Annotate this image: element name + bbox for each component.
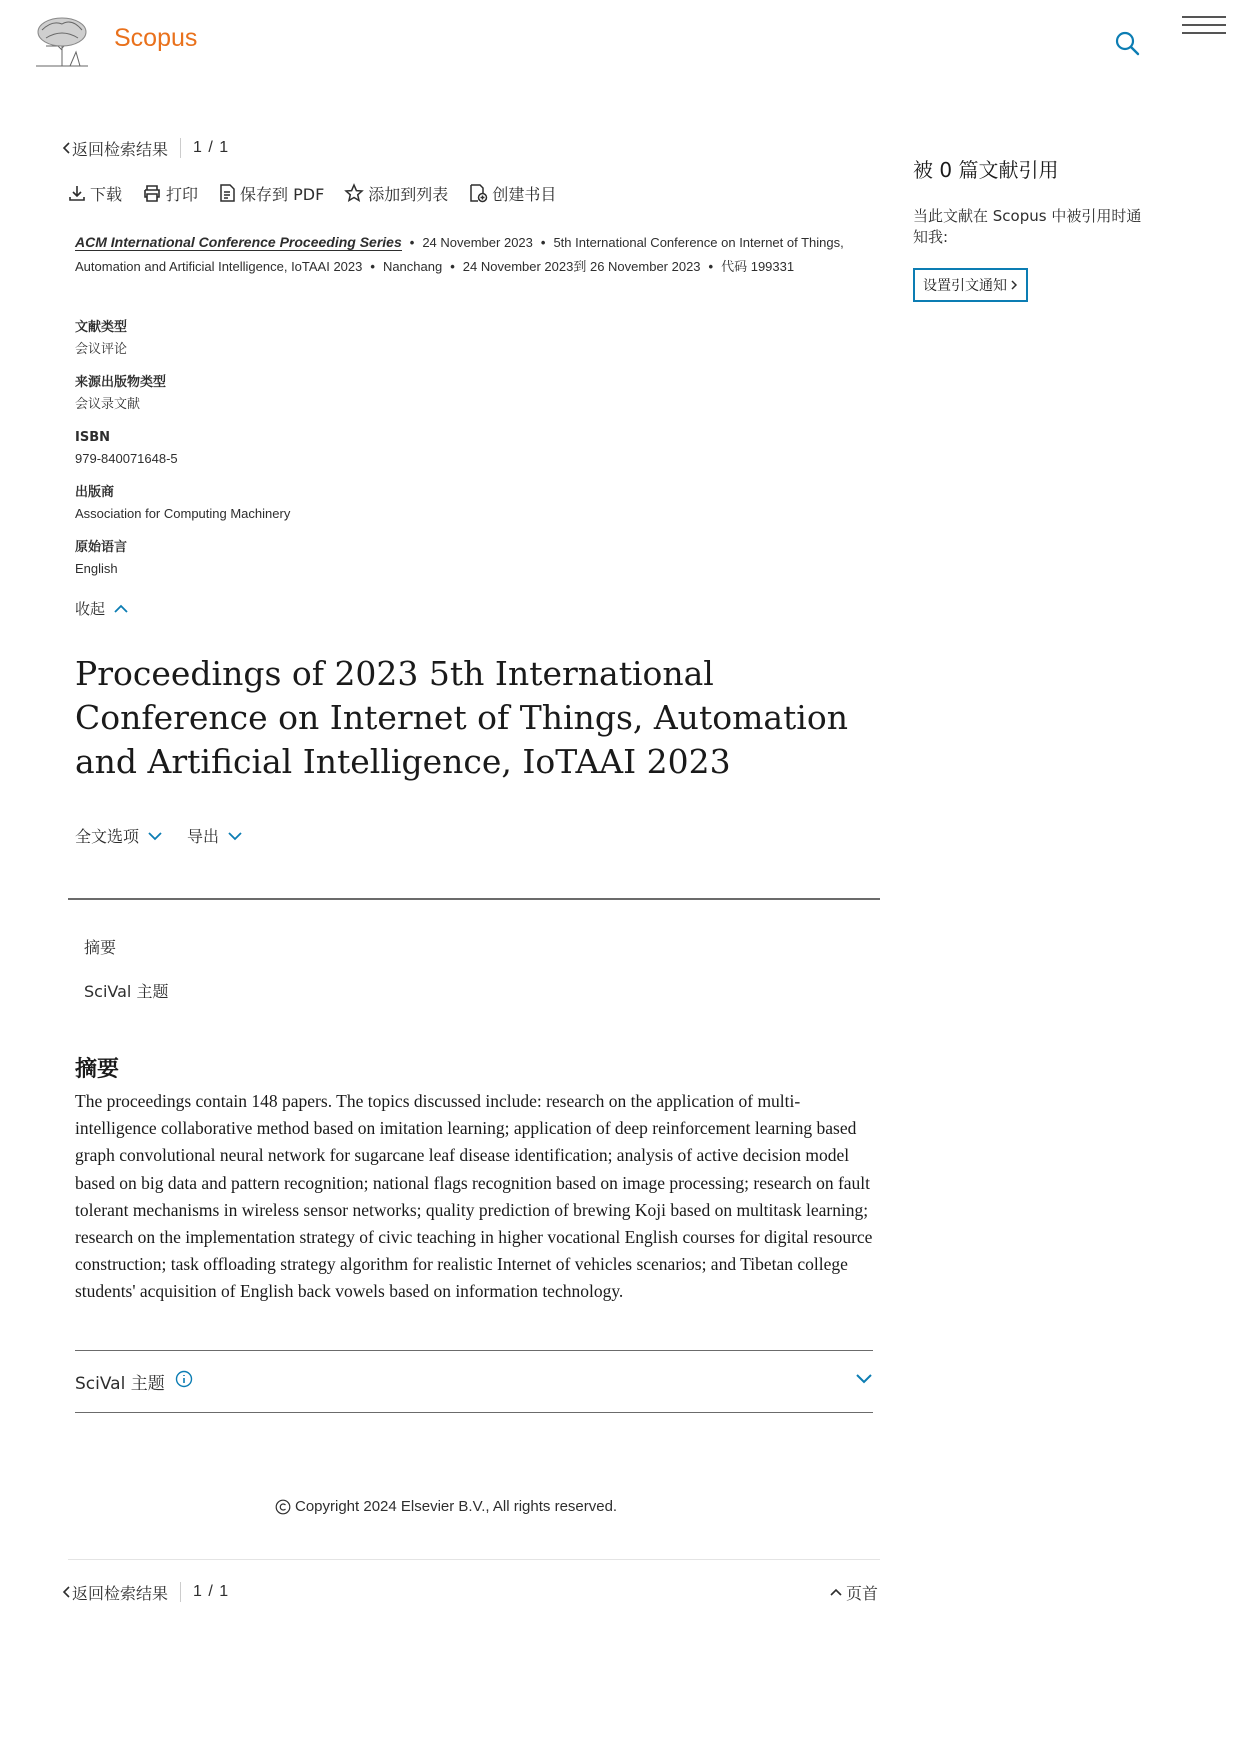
- export-label: 导出: [187, 827, 220, 846]
- create-bibliography-button[interactable]: [468, 182, 556, 205]
- chevron-down-icon: [147, 831, 163, 841]
- doc-type: [75, 318, 475, 360]
- create-bibliography-label: 创建书目: [492, 184, 557, 204]
- tab-scival[interactable]: SciVal 主题: [84, 982, 169, 1001]
- chevron-right-icon: [1010, 279, 1018, 291]
- publisher: [75, 483, 475, 525]
- isbn-value: 979-840071648-5: [75, 451, 178, 466]
- document-actions: [75, 824, 267, 847]
- scival-topics-accordion[interactable]: [75, 1350, 873, 1413]
- back-to-results-link[interactable]: [62, 137, 168, 160]
- series-link[interactable]: ACM International Conference Proceeding Series: [75, 234, 402, 250]
- document-metadata: [75, 318, 475, 593]
- add-to-list-button[interactable]: [344, 182, 448, 205]
- abstract-text: The proceedings contain 148 papers. The topics discussed include: research on the application of multi-intelligence collaborative method based on imitation learning; application of deep reinforcement learning based graph convolutional neural network for sugarcane leaf disease identification; analysis of active decision model based on big data and pattern recognition; national flags recognition based on image processing; research on fault tolerant mechanisms in wireless sensor networks; quality prediction of brewing Koji based on multitask learning; research on the implementation strategy of civic teaching in higher vocational English courses for digital resource construction; task offloading strategy algorithm for realistic Internet of vehicles scenarios; and Tibetan college students' acquisition of English back vowels based on information technology.: [75, 1091, 873, 1302]
- separator: [180, 1582, 181, 1602]
- collapse-button[interactable]: [75, 598, 129, 619]
- document-toolbar: [68, 180, 576, 206]
- save-pdf-label: 保存到 PDF: [240, 184, 325, 204]
- chevron-down-icon: [855, 1373, 873, 1385]
- publisher-label: 出版商: [75, 485, 115, 500]
- print-label: 打印: [166, 184, 199, 204]
- hamburger-menu-icon[interactable]: [1182, 16, 1226, 38]
- download-icon: [68, 184, 86, 202]
- bibliography-icon: [468, 183, 488, 203]
- info-icon[interactable]: [175, 1370, 193, 1388]
- full-text-options-label: 全文选项: [75, 827, 140, 846]
- page-indicator: 1 / 1: [193, 139, 230, 156]
- chevron-left-icon: [62, 1585, 72, 1599]
- full-text-options-dropdown[interactable]: [75, 824, 163, 847]
- chevron-up-icon: [113, 604, 129, 614]
- add-to-list-label: 添加到列表: [368, 184, 449, 204]
- language-value: English: [75, 561, 118, 576]
- set-citation-alert-label: 设置引文通知: [923, 278, 1007, 294]
- conference-dates: 24 November 2023到 26 November 2023: [462, 259, 701, 274]
- copyright-text: Copyright 2024 Elsevier B.V., All rights reserved.: [295, 1498, 618, 1515]
- breadcrumb: [62, 136, 229, 160]
- language: [75, 538, 475, 580]
- back-to-top-link[interactable]: [830, 1580, 878, 1604]
- footer-divider: [68, 1559, 880, 1560]
- section-divider: [68, 898, 880, 900]
- pdf-icon: [218, 183, 236, 203]
- copyright: [275, 1498, 617, 1515]
- publisher-value: Association for Computing Machinery: [75, 506, 291, 521]
- star-icon: [344, 183, 364, 203]
- set-citation-alert-button[interactable]: [913, 268, 1028, 302]
- page-title: Proceedings of 2023 5th International Conference on Internet of Things, Automation and Artificial Intelligence, IoTAAI 2023: [75, 654, 848, 781]
- scival-label: SciVal 主题: [75, 1374, 165, 1394]
- back-to-results-label: 返回检索结果: [72, 139, 169, 159]
- doc-type-label: 文献类型: [75, 320, 128, 335]
- isbn-label: ISBN: [75, 430, 110, 445]
- copyright-icon: [275, 1499, 291, 1515]
- chevron-down-icon: [227, 831, 243, 841]
- search-icon[interactable]: [1114, 30, 1140, 56]
- header: [0, 0, 1240, 90]
- section-tabs: [84, 935, 168, 1023]
- back-to-top-label: 页首: [846, 1583, 879, 1603]
- collapse-label: 收起: [75, 600, 106, 618]
- export-dropdown[interactable]: [187, 824, 243, 847]
- conference-name: 5th International Conference on Internet of Things, Automation and Artificial Intelligence, IoTAAI 2023: [75, 235, 844, 274]
- source-type-value: 会议录文献: [75, 396, 141, 411]
- breadcrumb-bottom: [62, 1580, 229, 1604]
- source-type-label: 来源出版物类型: [75, 375, 167, 390]
- publication-date: 24 November 2023: [422, 235, 533, 250]
- chevron-up-icon: [830, 1587, 842, 1597]
- citation-alert-text: 当此文献在 Scopus 中被引用时通知我:: [913, 207, 1142, 246]
- cited-by-count: 被 0 篇文献引用: [913, 158, 1059, 182]
- conference-code: 代码 199331: [721, 259, 795, 274]
- back-to-results-link[interactable]: [62, 1581, 168, 1604]
- source-info: ACM International Conference Proceeding Series • 24 November 2023 • 5th International Conference on Internet of Things, Automation and Artificial Intelligence, IoTAAI 2023 • Nanchang • 24 November 2023到 26 November 2023 • 代码 199331: [75, 234, 844, 274]
- print-button[interactable]: [142, 182, 198, 205]
- download-label: 下载: [90, 184, 123, 204]
- language-label: 原始语言: [75, 540, 128, 555]
- download-button[interactable]: [68, 182, 122, 205]
- brand-name[interactable]: Scopus: [114, 24, 198, 52]
- back-to-results-label: 返回检索结果: [72, 1583, 169, 1603]
- print-icon: [142, 184, 162, 202]
- source-type: [75, 373, 475, 415]
- doc-type-value: 会议评论: [75, 341, 128, 356]
- isbn: [75, 428, 475, 470]
- sidebar: [913, 156, 1163, 302]
- elsevier-tree-logo[interactable]: [32, 16, 92, 68]
- separator: [180, 138, 181, 158]
- tab-abstract[interactable]: 摘要: [84, 938, 117, 957]
- chevron-left-icon: [62, 141, 72, 155]
- conference-location: Nanchang: [382, 259, 443, 274]
- page-indicator: 1 / 1: [193, 1583, 230, 1600]
- save-pdf-button[interactable]: [218, 182, 324, 205]
- abstract-heading: 摘要: [75, 1057, 120, 1082]
